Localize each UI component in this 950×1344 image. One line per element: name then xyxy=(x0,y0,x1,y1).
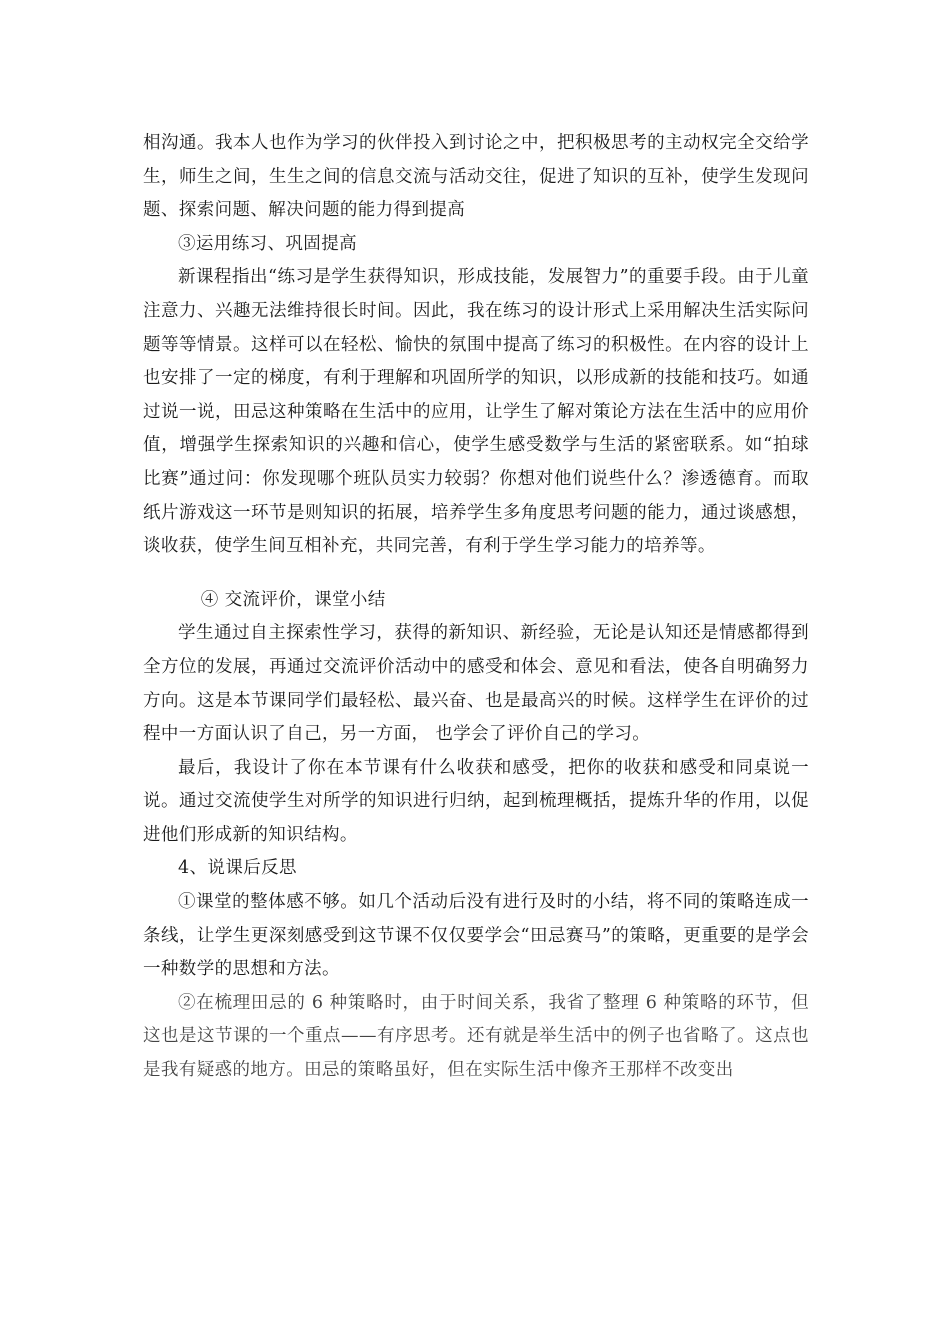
paragraph-reflection-1: ①课堂的整体感不够。如几个活动后没有进行及时的小结，将不同的策略连成一条线，让学生更深刻感受到这节课不仅仅要学会“田忌赛马”的策略，更重要的是学会一种数学的思想和方法。 xyxy=(143,892,809,980)
section-heading-reflection: 4、说课后反思 xyxy=(178,858,297,879)
paragraph-evaluation: 学生通过自主探索性学习，获得的新知识、新经验，无论是认知还是情感都得到全方位的发展，再通过交流评价活动中的感受和体会、意见和看法，使各自明确努力方向。这是本节课同学们最轻松、最兴奋、也是最高兴的时候。这样学生在评价的过程中一方面认识了自己，另一方面， 也学会了评价自己的学习。 xyxy=(143,623,809,745)
paragraph-practice: 新课程指出“练习是学生获得知识，形成技能，发展智力”的重要手段。由于儿童注意力、兴趣无法维持很长时间。因此，我在练习的设计形式上采用解决生活实际问题等等情景。这样可以在轻松、愉快的氛围中提高了练习的积极性。在内容的设计上也安排了一定的梯度，有利于理解和巩固所学的知识，以形成新的技能和技巧。如通过说一说，田忌这种策略在生活中的应用，让学生了解对策论方法在生活中的应用价值，增强学生探索知识的兴趣和信心，使学生感受数学与生活的紧密联系。如“拍球比赛”通过问：你发现哪个班队员实力较弱？你想对他们说些什么？渗透德育。而取纸片游戏这一环节是则知识的拓展，培养学生多角度思考问题的能力，通过谈感想，谈收获，使学生间互相补充，共同完善，有利于学生学习能力的培养等。 xyxy=(143,267,809,557)
paragraph-continued: 相沟通。我本人也作为学习的伙伴投入到讨论之中，把积极思考的主动权完全交给学生，师生之间，生生之间的信息交流与活动交往，促进了知识的互补，使学生发现问题、探索问题、解决问题的能力得到提高 xyxy=(143,133,809,221)
document-body xyxy=(143,127,809,1088)
paragraph-summary: 最后，我设计了你在本节课有什么收获和感受，把你的收获和感受和同桌说一说。通过交流使学生对所学的知识进行归纳，起到梳理概括，提炼升华的作用，以促进他们形成新的知识结构。 xyxy=(143,757,809,845)
section-heading-evaluation: ④ 交流评价，课堂小结 xyxy=(200,589,386,610)
paragraph-reflection-2: ②在梳理田忌的 6 种策略时，由于时间关系，我省了整理 6 种策略的环节，但这也是这节课的一个重点——有序思考。还有就是举生活中的例子也省略了。这点也是我有疑惑的地方。田忌的策略虽好，但在实际生活中像齐王那样不改变出 xyxy=(143,992,809,1081)
section-heading-practice: ③运用练习、巩固提高 xyxy=(178,233,357,254)
